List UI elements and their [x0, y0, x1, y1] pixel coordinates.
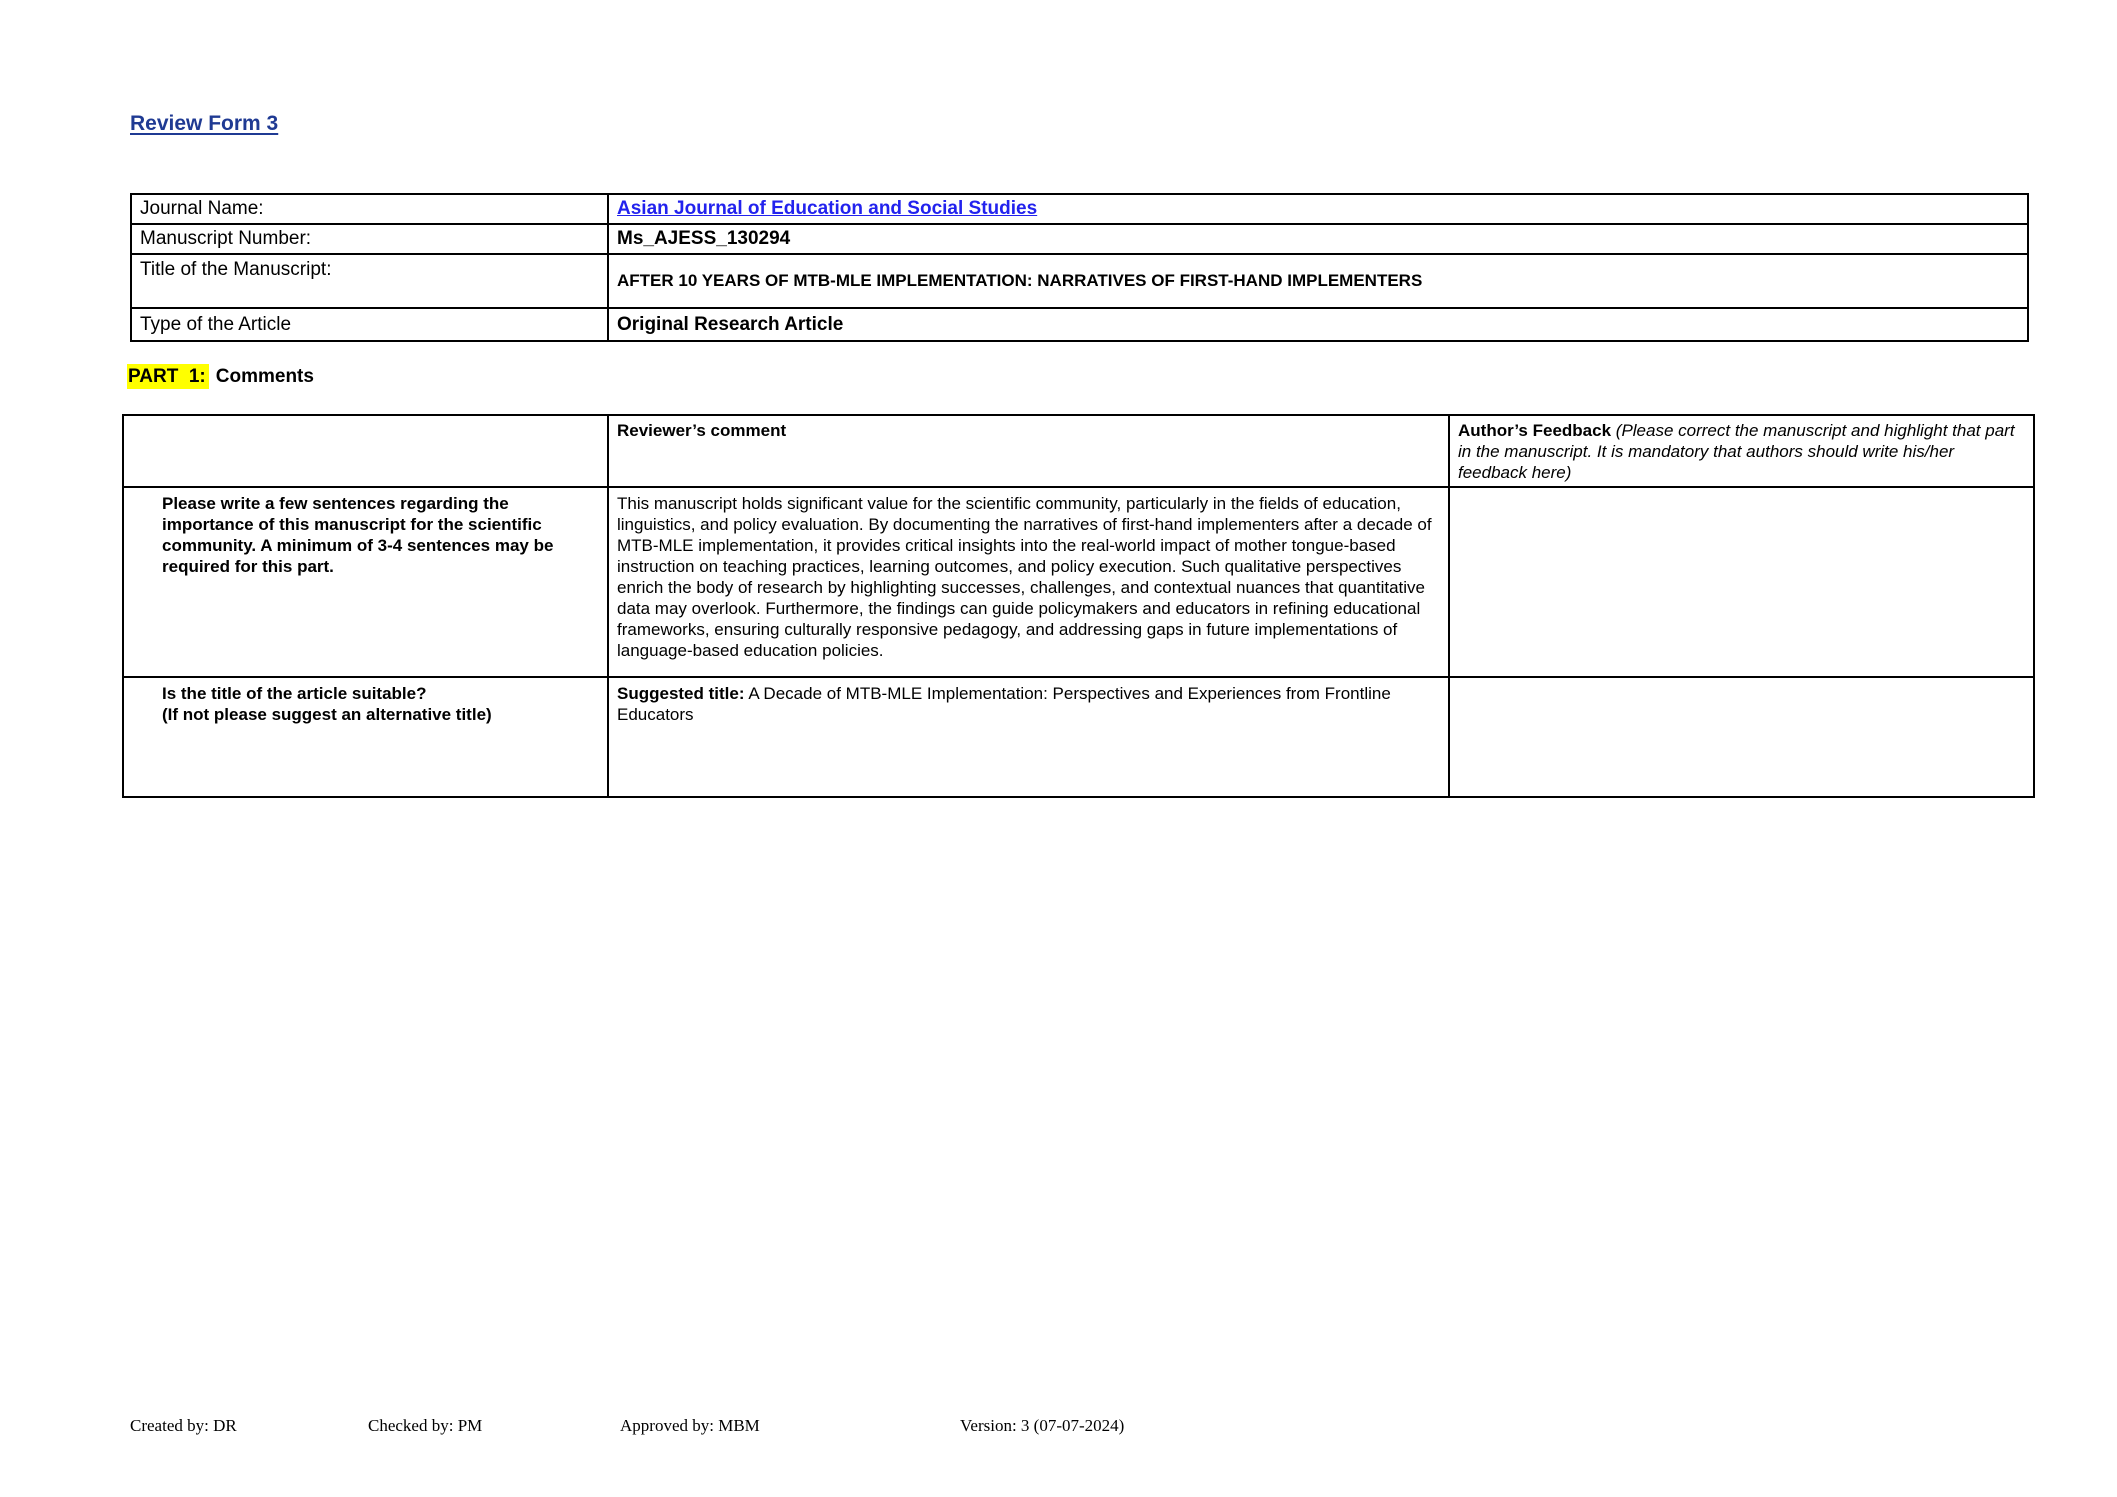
- importance-reviewer-comment: This manuscript holds significant value for the scientific community, particularly in the fields of education, linguistics, and policy evaluation. By documenting the narratives of first-hand implementers after a decade of MTB-MLE implementation, it provides critical insights into the real-world impact of mother tongue-based instruction on teaching practices, learning outcomes, and policy execution. Such qualitative perspectives enrich the body of research by highlighting successes, challenges, and contextual nuances that quantitative data may overlook. Furthermore, the findings can guide policymakers and educators in refining educational frameworks, ensuring culturally responsive pedagogy, and addressing gaps in future implementations of language-based education policies.: [608, 487, 1449, 677]
- author-feedback-cell[interactable]: [1449, 487, 2034, 677]
- comments-header-empty-cell: [123, 415, 608, 487]
- reviewer-comment-header: Reviewer’s comment: [608, 415, 1449, 487]
- manuscript-title-value: AFTER 10 YEARS OF MTB-MLE IMPLEMENTATION: NARRATIVES OF FIRST-HAND IMPLEMENTERS: [608, 254, 2028, 308]
- page-title[interactable]: Review Form 3: [130, 112, 279, 135]
- comments-table: [122, 414, 2035, 798]
- article-type-row: [131, 308, 2028, 341]
- manuscript-info-table: [130, 193, 2029, 342]
- manuscript-number-value: Ms_AJESS_130294: [608, 224, 2028, 254]
- journal-name-row: [131, 194, 2028, 224]
- manuscript-title-label: Title of the Manuscript:: [131, 254, 608, 308]
- author-feedback-header-title: Author’s Feedback: [1458, 421, 1612, 440]
- footer-approved-by: Approved by: MBM: [620, 1416, 760, 1435]
- manuscript-title-row: [131, 254, 2028, 308]
- title-suitability-reviewer-comment: [608, 677, 1449, 797]
- journal-name-label: Journal Name:: [131, 194, 608, 224]
- author-feedback-cell[interactable]: [1449, 677, 2034, 797]
- title-suitability-question-line2: (If not please suggest an alternative title): [162, 705, 492, 724]
- journal-name-link[interactable]: Asian Journal of Education and Social Studies: [617, 198, 1038, 219]
- title-suitability-row: [123, 677, 2034, 797]
- author-feedback-header-note: (Please correct the manuscript and highlight that part in the manuscript. It is mandatory that authors should write his/her feedback here): [1458, 421, 2015, 482]
- manuscript-number-row: [131, 224, 2028, 254]
- author-feedback-header: [1449, 415, 2034, 487]
- part1-heading-label: Comments: [215, 366, 314, 387]
- article-type-value: Original Research Article: [608, 308, 2028, 341]
- importance-row: [123, 487, 2034, 677]
- title-suitability-question-line1: Is the title of the article suitable?: [162, 684, 427, 703]
- footer-created-by: Created by: DR: [130, 1416, 237, 1435]
- footer-version: Version: 3 (07-07-2024): [960, 1416, 1125, 1435]
- comments-header-row: [123, 415, 2034, 487]
- footer-checked-by: Checked by: PM: [368, 1416, 483, 1435]
- part1-heading: [127, 366, 314, 388]
- suggested-title-label: Suggested title:: [617, 684, 745, 703]
- suggested-title-text: A Decade of MTB-MLE Implementation: Perspectives and Experiences from Frontline Educators: [617, 684, 1391, 724]
- manuscript-number-label: Manuscript Number:: [131, 224, 608, 254]
- title-suitability-question: [123, 677, 608, 797]
- importance-question: Please write a few sentences regarding the importance of this manuscript for the scientific community. A minimum of 3-4 sentences may be required for this part.: [123, 487, 608, 677]
- part1-badge: PART 1:: [127, 364, 209, 389]
- document-footer: [0, 1416, 2117, 1440]
- article-type-label: Type of the Article: [131, 308, 608, 341]
